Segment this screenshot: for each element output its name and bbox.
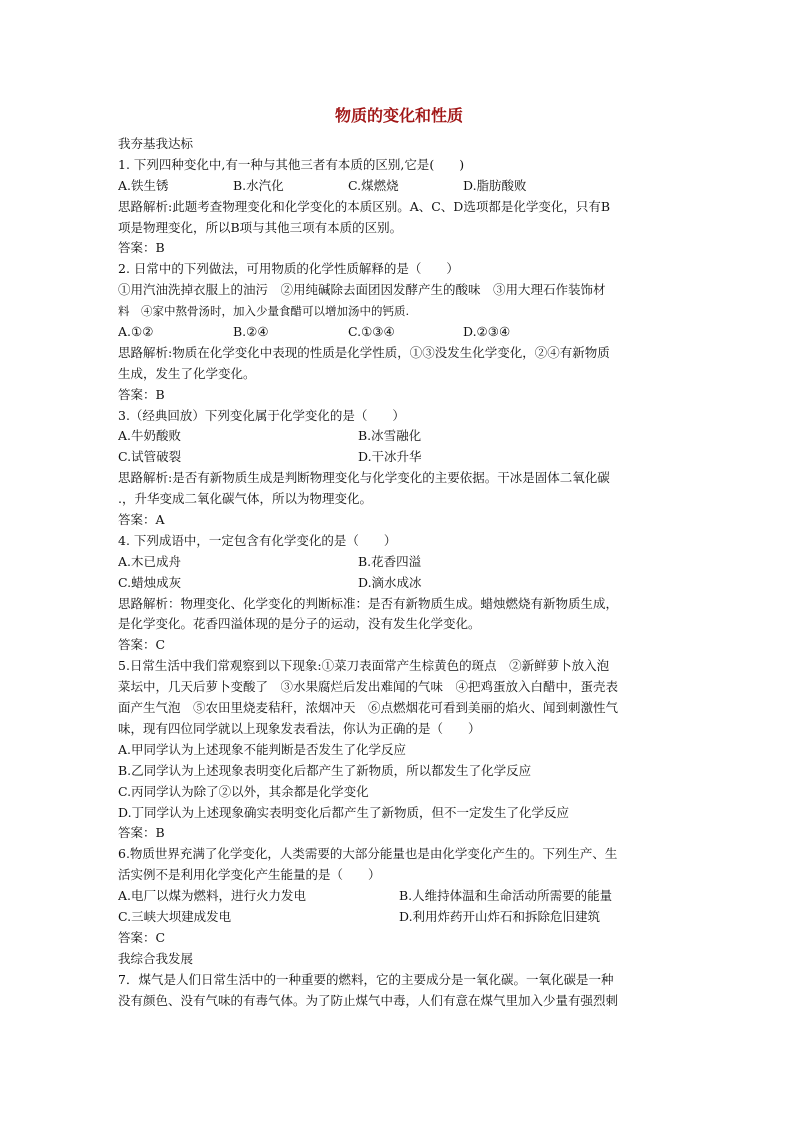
analysis-text: .，升华变成二氧化碳气体，所以为物理变化。 [118, 491, 372, 507]
question-stem: 2. 日常中的下列做法，可用物质的化学性质解释的是（ ） [118, 261, 459, 277]
document-page [118, 104, 680, 1011]
question-stem: 菜坛中，几天后萝卜变酸了 ③水果腐烂后发出难闻的气味 ④把鸡蛋放入白醋中，蛋壳表 [118, 679, 619, 695]
answer-text: 答案：B [118, 240, 165, 256]
option: A.①② [118, 324, 154, 340]
option: A.铁生锈 [118, 177, 169, 193]
question-options [118, 447, 680, 468]
analysis-text: 是化学变化。花香四溢体现的是分子的运动，没有发生化学变化。 [118, 616, 481, 632]
option: C.丙同学认为除了②以外，其余都是化学变化 [118, 783, 369, 799]
question-stem: 5.日常生活中我们常观察到以下现象:①菜刀表面常产生棕黄色的斑点 ②新鲜萝卜放入泡 [118, 658, 610, 674]
option: D.利用炸药开山炸石和拆除危旧建筑 [399, 908, 601, 924]
analysis-text: 思路解析：物理变化、化学变化的判断标准：是否有新物质生成。蜡烛燃烧有新物质生成， [118, 595, 619, 611]
analysis-text: 思路解析:此题考查物理变化和化学变化的本质区别。A、C、D选项都是化学变化，只有B [118, 198, 611, 214]
option: A.牛奶酸败 [118, 428, 182, 444]
section-heading: 我夯基我达标 [118, 136, 194, 151]
answer-text: 答案：A [118, 512, 165, 528]
question-options [118, 886, 680, 907]
option: D.干冰升华 [358, 449, 422, 465]
question-stem: 活实例不是利用化学变化产生能量的是（ ） [118, 867, 381, 883]
question-body: ①用汽油洗掉衣服上的油污 ②用纯碱除去面团因发酵产生的酸味 ③用大理石作装饰材 [118, 282, 606, 298]
question-options [118, 573, 680, 594]
answer-text: 答案：C [118, 929, 166, 945]
answer-text: 答案：C [118, 637, 166, 653]
question-options [118, 176, 680, 197]
question-stem: 4. 下列成语中，一定包含有化学变化的是（ ） [118, 532, 397, 548]
option: B.乙同学认为上述现象表明变化后都产生了新物质，所以都发生了化学反应 [118, 762, 532, 778]
option: A.甲同学认为上述现象不能判断是否发生了化学反应 [118, 741, 407, 757]
analysis-text: 思路解析:物质在化学变化中表现的性质是化学性质，①③没发生化学变化，②④有新物质 [118, 344, 610, 360]
question-stem: 没有颜色、没有气味的有毒气体。为了防止煤气中毒，人们有意在煤气里加入少量有强烈刺 [118, 992, 619, 1008]
option: D.丁同学认为上述现象确实表明变化后都产生了新物质，但不一定发生了化学反应 [118, 804, 570, 820]
analysis-text: 思路解析:是否有新物质生成是判断物理变化与化学变化的主要依据。干冰是固体二氧化碳 [118, 470, 610, 486]
answer-text: 答案：B [118, 825, 165, 841]
option: C.煤燃烧 [348, 177, 399, 193]
question-stem: 6.物质世界充满了化学变化，人类需要的大部分能量也是由化学变化产生的。下列生产、生 [118, 846, 618, 862]
question-stem: 面产生气泡 ⑤农田里烧麦秸秆，浓烟冲天 ⑥点燃烟花可看到美丽的焰火、闻到刺激性气 [118, 700, 619, 716]
question-stem: 7．煤气是人们日常生活中的一种重要的燃料，它的主要成分是一氧化碳。一氧化碳是一种 [118, 971, 614, 987]
question-options [118, 426, 680, 447]
analysis-text: 生成，发生了化学变化。 [118, 365, 256, 381]
answer-text: 答案：B [118, 386, 165, 402]
question-options [118, 907, 680, 928]
option: A.电厂以煤为燃料，进行火力发电 [118, 888, 307, 904]
option: C.试管破裂 [118, 449, 182, 465]
option: D.滴水成冰 [358, 574, 422, 590]
document-title: 物质的变化和性质 [334, 106, 463, 125]
analysis-text: 项是物理变化，所以B项与其他三项有本质的区别。 [118, 219, 403, 235]
question-options [118, 322, 680, 343]
section-heading: 我综合我发展 [118, 950, 194, 966]
option: B.冰雪融化 [358, 428, 422, 444]
option: B.花香四溢 [358, 553, 422, 569]
option: D.②③④ [463, 324, 511, 340]
option: C.①③④ [348, 324, 395, 340]
option: A.木已成舟 [118, 553, 182, 569]
question-stem: 味，现有四位同学就以上现象发表看法，你认为正确的是（ ） [118, 720, 481, 736]
option: B.②④ [233, 324, 269, 340]
question-stem: 1. 下列四种变化中,有一种与其他三者有本质的区别,它是( ) [118, 156, 465, 172]
option: C.蜡烛成灰 [118, 574, 182, 590]
option: B.人维持体温和生命活动所需要的能量 [399, 888, 613, 904]
option: D.脂肪酸败 [463, 177, 527, 193]
question-body: 料 ④家中熬骨汤时，加入少量食醋可以增加汤中的钙质. [118, 304, 410, 319]
question-options [118, 552, 680, 573]
option: B.水汽化 [233, 177, 284, 193]
option: C.三峡大坝建成发电 [118, 908, 232, 924]
question-stem: 3.（经典回放）下列变化属于化学变化的是（ ） [118, 407, 405, 423]
